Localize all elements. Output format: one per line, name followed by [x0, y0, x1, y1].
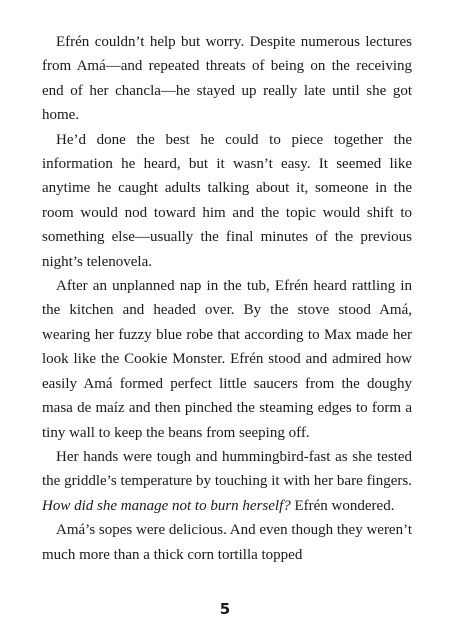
text-segment: Efrén wondered.	[290, 497, 395, 514]
italic-thought: How did she manage not to burn herself?	[42, 497, 291, 514]
page-number: 5	[219, 600, 231, 618]
text-segment: Efrén couldn’t help but worry. Despite numerous lectures from Amá—and repeated threats of being on the receiving end of her chancla—he stayed up really late until she got home.	[42, 34, 412, 124]
paragraph	[42, 128, 412, 274]
paragraph	[42, 445, 412, 518]
text-segment: He’d done the best he could to piece together the information he heard, but it wasn’t easy. It seemed like anytime he caught adults talking about it, someone in the room would nod toward him and the topic would shift to something else—usually the final minutes of the previous night’s telenovela.	[42, 131, 412, 270]
text-segment: Amá’s sopes were delicious. And even though they weren’t much more than a thick corn tortilla topped	[42, 522, 412, 563]
paragraph	[42, 30, 412, 128]
text-segment: After an unplanned nap in the tub, Efrén heard rattling in the kitchen and headed over. By the stove stood Amá, wearing her fuzzy blue robe that according to Max made her look like the Cookie Monster. Efrén stood and admired how easily Amá formed perfect little saucers from the doughy masa de maíz and then pinched the steaming edges to form a tiny wall to keep the beans from seeping off.	[42, 278, 412, 441]
book-page-body	[42, 30, 412, 567]
text-segment: Her hands were tough and hummingbird-fast as she tested the griddle’s temperature by touching it with her bare fingers.	[42, 448, 412, 490]
paragraph	[42, 518, 412, 567]
paragraph	[42, 274, 412, 445]
